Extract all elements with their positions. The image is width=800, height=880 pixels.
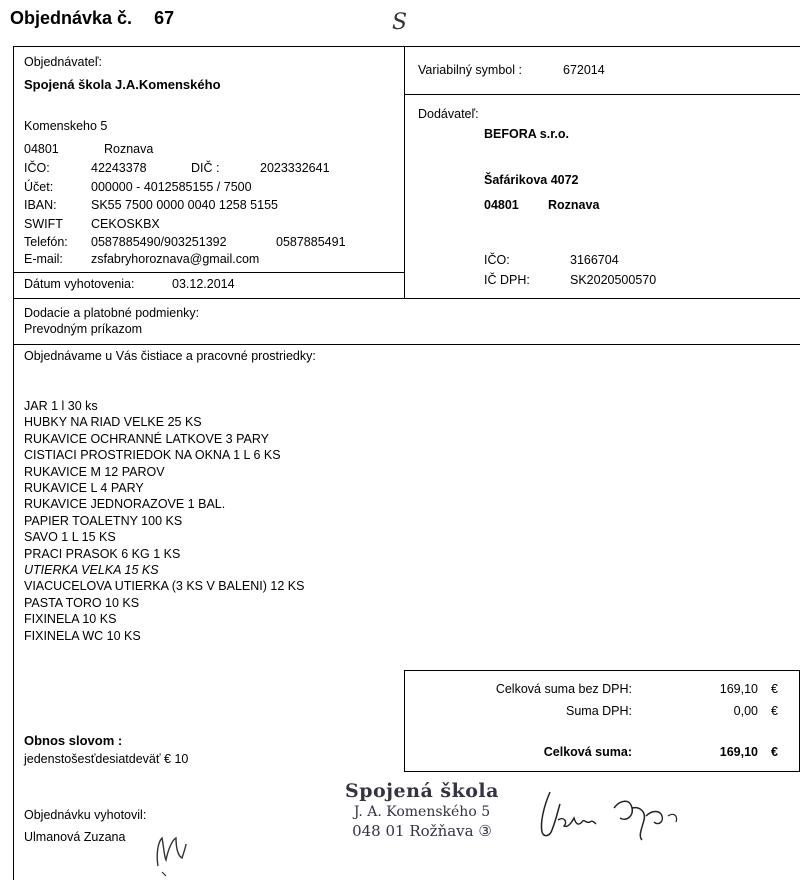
order-number: 67 [154, 8, 175, 28]
buyer-account-label: Účet: [24, 180, 54, 194]
order-items-list [24, 398, 304, 644]
vat-currency: € [771, 704, 778, 718]
supplier-zip: 04801 [484, 198, 519, 212]
frame-top-line [13, 46, 800, 47]
prepared-by-name: Ulmanová Zuzana [24, 830, 126, 844]
buyer-phone: 0587885490/903251392 [91, 235, 227, 249]
header-bottom-line [13, 298, 800, 299]
list-item: RUKAVICE JEDNORAZOVE 1 BAL. [24, 497, 226, 512]
buyer-account: 000000 - 4012585155 / 7500 [91, 180, 252, 194]
handwritten-mark: S [392, 10, 408, 35]
stamp-number: ③ [478, 822, 492, 840]
list-item: JAR 1 l 30 ks [24, 399, 98, 413]
amount-words-value: jedenstošesťdesiatdeväť € 10 [24, 752, 189, 766]
frame-left-line [13, 46, 14, 880]
vat-value: 0,00 [733, 704, 758, 718]
buyer-dic: 2023332641 [260, 161, 330, 175]
stamp-line-1: Spojená škola [345, 780, 499, 802]
buyer-iban: SK55 7500 0000 0040 1258 5155 [91, 198, 278, 212]
supplier-street: Šafárikova 4072 [484, 173, 579, 187]
variable-symbol-label: Variabilný symbol : [418, 63, 522, 77]
order-title-label: Objednávka č. [10, 8, 133, 28]
list-item: PASTA TORO 10 KS [24, 595, 140, 610]
prepared-by-label: Objednávku vyhotovil: [24, 808, 147, 822]
date-top-line [13, 272, 404, 273]
supplier-ico-label: IČO: [484, 253, 510, 267]
supplier-heading: Dodávateľ: [418, 107, 479, 121]
list-item: CISTIACI PROSTRIEDOK NA OKNA 1 L 6 KS [24, 448, 281, 463]
buyer-dic-label: DIČ : [191, 161, 220, 175]
grand-total-label: Celková suma: [543, 745, 632, 759]
buyer-email: zsfabryhoroznava@gmail.com [91, 252, 260, 266]
buyer-ico-label: IČO: [24, 161, 50, 175]
buyer-city: Roznava [104, 142, 154, 156]
amount-words-label: Obnos slovom : [24, 733, 123, 748]
terms-bottom-line [13, 344, 800, 345]
order-title [10, 8, 174, 29]
list-item: FIXINELA WC 10 KS [24, 628, 141, 643]
issue-date-label: Dátum vyhotovenia: [24, 277, 135, 291]
vat-label: Suma DPH: [566, 704, 632, 718]
stamp-line-3-text: 048 01 Rožňava [352, 822, 474, 840]
order-intro: Objednávame u Vás čistiace a pracovné prostriedky: [24, 349, 316, 363]
buyer-ico: 42243378 [91, 161, 147, 175]
total-no-vat-label: Celková suma bez DPH: [495, 682, 632, 696]
supplier-icdph: SK2020500570 [570, 273, 657, 287]
total-no-vat-value: 169,10 [719, 682, 758, 696]
total-no-vat-currency: € [771, 682, 778, 696]
list-item: VIACUCELOVA UTIERKA (3 KS V BALENI) 12 KS [24, 579, 305, 594]
variable-symbol-value: 672014 [563, 63, 605, 77]
list-item: PAPIER TOALETNY 100 KS [24, 513, 183, 528]
terms-value: Prevodným príkazom [24, 322, 143, 336]
stamp-line-2: J. A. Komenského 5 [353, 804, 491, 820]
terms-label: Dodacie a platobné podmienky: [24, 306, 200, 320]
signature-small-icon [152, 826, 192, 878]
stamp-line-3 [345, 822, 499, 840]
buyer-phone-label: Telefón: [24, 235, 68, 249]
vs-bottom-line [404, 94, 800, 95]
supplier-name: BEFORA s.r.o. [484, 127, 569, 141]
list-item: RUKAVICE OCHRANNÉ LATKOVE 3 PARY [24, 431, 269, 446]
list-item: SAVO 1 L 15 KS [24, 530, 116, 545]
buyer-street: Komenskeho 5 [24, 119, 108, 133]
buyer-phone2: 0587885491 [276, 235, 346, 249]
list-item: RUKAVICE L 4 PARY [24, 481, 144, 496]
signature-icon [528, 786, 688, 848]
frame-middle-line [404, 46, 405, 298]
buyer-iban-label: IBAN: [24, 198, 57, 212]
supplier-ico: 3166704 [570, 253, 619, 267]
list-item: RUKAVICE M 12 PAROV [24, 464, 165, 479]
buyer-zip: 04801 [24, 142, 59, 156]
list-item: FIXINELA 10 KS [24, 612, 117, 627]
list-item: UTIERKA VELKA 15 KS [24, 563, 159, 578]
buyer-heading: Objednávateľ: [24, 55, 103, 69]
grand-total-currency: € [771, 745, 778, 759]
buyer-name: Spojená škola J.A.Komenského [24, 77, 221, 92]
buyer-swift: CEKOSKBX [91, 217, 160, 231]
grand-total-value: 169,10 [719, 745, 758, 759]
supplier-city: Roznava [548, 198, 600, 212]
list-item: HUBKY NA RIAD VELKE 25 KS [24, 415, 202, 430]
list-item: PRACI PRASOK 6 KG 1 KS [24, 546, 181, 561]
supplier-icdph-label: IČ DPH: [484, 273, 530, 287]
issue-date: 03.12.2014 [172, 277, 235, 291]
buyer-email-label: E-mail: [24, 252, 63, 266]
school-stamp [345, 780, 499, 840]
buyer-swift-label: SWIFT [24, 217, 63, 231]
